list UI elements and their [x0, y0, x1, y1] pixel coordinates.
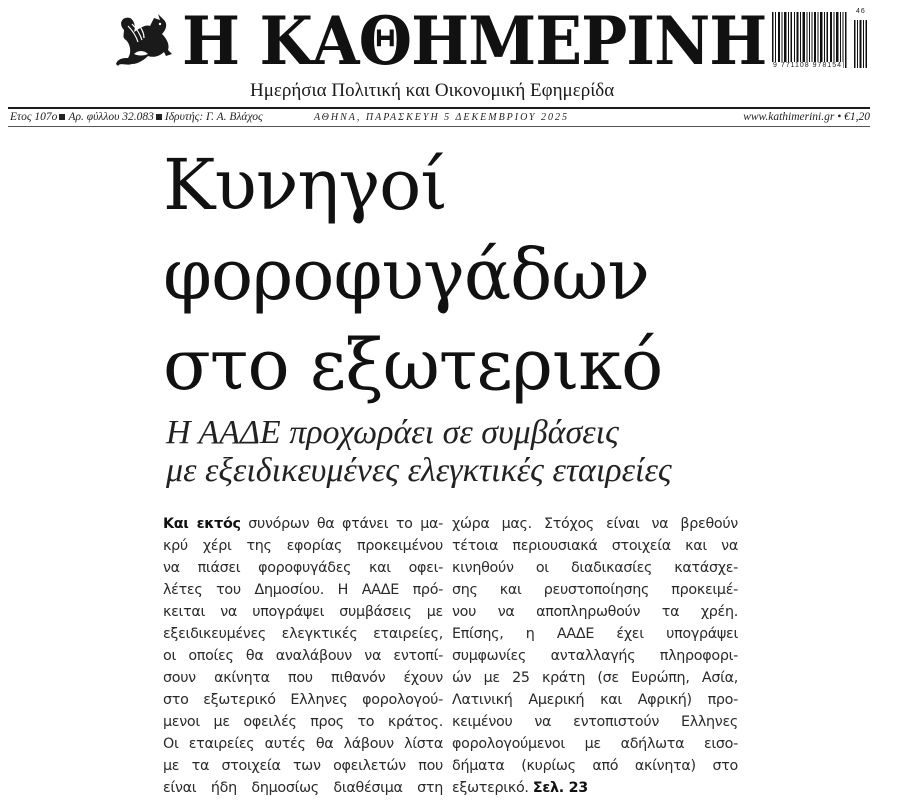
divider-top	[8, 107, 870, 109]
body-line: χώρα μας. Στόχος είναι να βρεθούν	[452, 516, 738, 532]
dateline-bar	[8, 110, 870, 126]
body-line: δήματα (κυρίως από ακίνητα) στο	[452, 758, 738, 774]
issue-number: Αρ. φύλλου 32.083	[68, 111, 154, 123]
article-headline	[163, 140, 863, 410]
body-line: κειμένου να εντοπιστούν Ελληνες	[452, 714, 738, 730]
square-bullet-icon	[59, 114, 65, 120]
body-line: Επίσης, η ΑΑΔΕ έχει υπογράψει	[452, 626, 738, 642]
year-label: Ετος 107ο	[10, 111, 58, 123]
headline-line: στο εξωτερικό	[163, 324, 663, 406]
body-line: να πιάσει φοροφυγάδες και οφει-	[163, 560, 443, 576]
body-line: κειται να υπογράψει συμβάσεις με	[163, 604, 443, 620]
square-bullet-icon	[156, 114, 162, 120]
body-line: σουν ακίνητα που πιθανόν έχουν	[163, 670, 443, 686]
newspaper-title: Η ΚΑΘΗΜΕΡΙΝΗ	[182, 2, 767, 80]
body-line: λέτες του Δημοσίου. Η ΑΑΔΕ πρό-	[163, 582, 443, 598]
price: €1,20	[844, 111, 870, 123]
body-line: εξωτερικό. Σελ. 23	[452, 780, 588, 796]
body-line: φορολογούμενοι με αδήλωτα εισο-	[452, 736, 738, 752]
barcode-issue-code: 46	[856, 8, 866, 15]
bullet-separator: •	[837, 111, 842, 123]
publication-info	[10, 111, 263, 123]
page-reference-link[interactable]: Σελ. 23	[532, 780, 588, 796]
subhead-line: Η ΑΑΔΕ προχωράει σε συμβάσεις	[166, 414, 619, 451]
body-line: μενοι με οφειλές προς το κράτος.	[163, 714, 443, 730]
article-column-1	[163, 513, 443, 799]
body-line: ών με 25 κράτη (σε Ευρώπη, Ασία,	[452, 670, 738, 686]
founder-label: Ιδρυτής: Γ. Α. Βλάχος	[164, 111, 263, 123]
body-line: με τα στοιχεία των οφειλετών που	[163, 758, 443, 774]
article-column-2	[452, 513, 738, 799]
barcode-number: 9 771108 978154	[773, 62, 842, 69]
edition-date: ΑΘΗΝΑ, ΠΑΡΑΣΚΕΥΗ 5 ΔΕΚΕΜΒΡΙΟΥ 2025	[314, 112, 569, 123]
lead-in-bold: Και εκτός	[163, 516, 241, 532]
body-line: στο εξωτερικό Ελληνες φορολογού-	[163, 692, 443, 708]
headline-line: Κυνηγοί	[163, 144, 447, 226]
body-line: τέτοια περιουσιακά στοιχεία και να	[452, 538, 738, 554]
article-subheadline	[166, 414, 866, 490]
body-line: κινηθούν οι διαδικασίες κατάσχε-	[452, 560, 738, 576]
website-link[interactable]: www.kathimerini.gr	[743, 111, 835, 123]
body-line: κρύ χέρι της εφορίας προκειμένου	[163, 538, 443, 554]
newspaper-tagline: Ημερήσια Πολιτική και Οικονομική Εφημερίδα	[250, 80, 615, 101]
subhead-line: με εξειδικευμένες ελεγκτικές εταιρείες	[166, 452, 672, 489]
web-and-price	[743, 111, 870, 123]
body-line: οι οποίες θα αναλάβουν να εντοπί-	[163, 648, 443, 664]
headline-line: φοροφυγάδων	[163, 234, 649, 316]
body-line: σης και ρευστοποίησης προκειμέ-	[452, 582, 738, 598]
barcode-icon	[770, 12, 870, 68]
body-line: Λατινική Αμερική και Αφρική) προ-	[452, 692, 738, 708]
body-line: συμφωνίες ανταλλαγής πληροφορι-	[452, 648, 738, 664]
body-line: είναι ήδη δημοσίως διαθέσιμα στη	[163, 780, 443, 796]
body-line: εξειδικευμένες ελεγκτικές εταιρείες,	[163, 626, 443, 642]
body-line: Οι εταιρείες αυτές θα λάβουν λίστα	[163, 736, 443, 752]
divider-bottom	[8, 126, 870, 127]
griffin-icon	[114, 10, 176, 70]
body-line: νου να αποπληρωθούν τα χρέη.	[452, 604, 738, 620]
body-line: Και εκτός συνόρων θα φτάνει το μα-	[163, 516, 443, 532]
